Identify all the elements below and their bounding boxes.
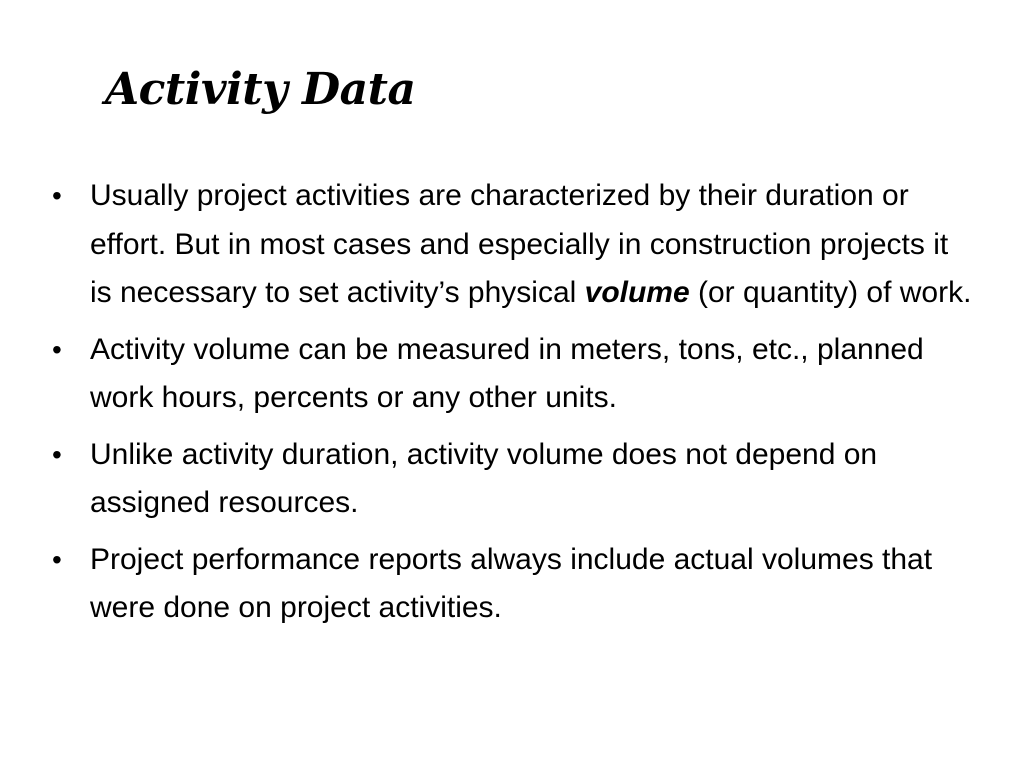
- bullet-text-1-after: (or quantity) of work.: [689, 276, 972, 309]
- bullet-item: [48, 431, 978, 528]
- bullet-item: [48, 326, 978, 423]
- bullet-dot-icon: •: [52, 333, 62, 365]
- slide-title: Activity Data: [105, 64, 416, 115]
- bullet-dot-icon: •: [52, 543, 62, 575]
- bullet-text-1-emphasis: volume: [584, 276, 690, 309]
- bullet-list: [48, 172, 978, 641]
- bullet-text-2: Activity volume can be measured in meters, tons, etc., planned work hours, percents or any other units.: [90, 332, 924, 414]
- bullet-dot-icon: •: [52, 180, 62, 211]
- bullet-dot-icon: •: [52, 438, 62, 470]
- bullet-text-3: Unlike activity duration, activity volume does not depend on assigned resources.: [90, 437, 878, 519]
- bullet-text-1-before: Usually project activities are characterized by their duration or effort. But in most cases and especially in construction projects it is necessary to set activity’s physical: [90, 179, 949, 309]
- bullet-item: [48, 172, 978, 318]
- bullet-item: [48, 536, 978, 633]
- bullet-text-4: Project performance reports always include actual volumes that were done on project activities.: [90, 542, 933, 624]
